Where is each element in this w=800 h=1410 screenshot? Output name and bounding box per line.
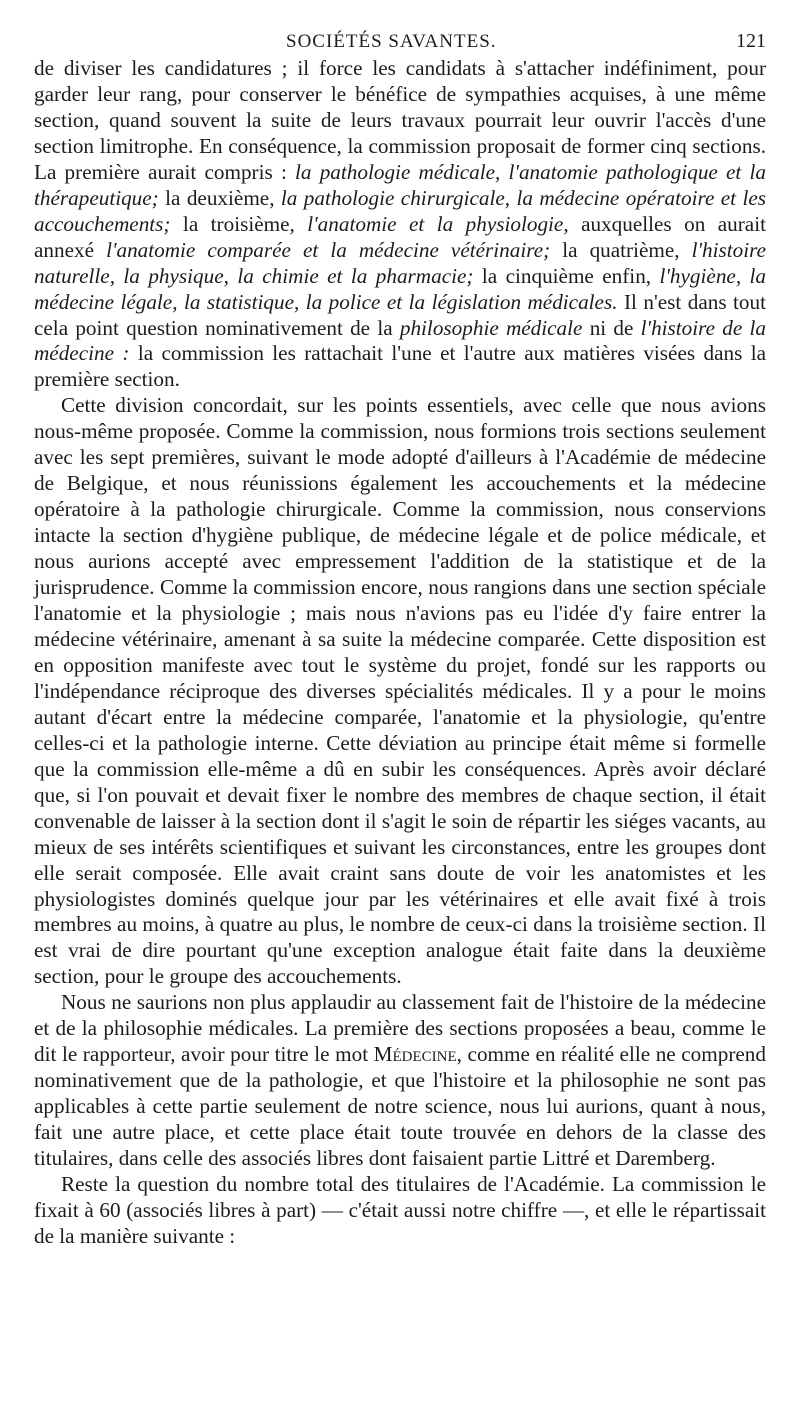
italic-run: philosophie médicale [399, 315, 583, 340]
text-run: , comme en réalité elle ne comprend nominativement que de la pathologie, et que l'histoire et la philosophie ne sont pas applicables à cette partie seulement de notre science, nous lui aurions, quant à nous, fait une autre place, et cette place était toute trouvée en dehors de la classe des titulaires, dans celle des associés libres dont faisaient partie Littré et Daremberg. [34, 1042, 766, 1171]
page-number: 121 [736, 30, 766, 52]
text-run: la commission les rattachait l'une et l'autre aux matières visées dans la première section. [34, 341, 766, 392]
small-caps-run: Médecine [373, 1042, 457, 1067]
italic-run: l'hygiène, la médecine légale, la statistique, la police et la législation médicales. [34, 263, 767, 314]
italic-run: la pathologie chirurgicale, la médecine opératoire et les accouchements; [34, 185, 767, 236]
paragraph-1 [34, 56, 766, 393]
running-title: SOCIÉTÉS SAVANTES. [286, 31, 497, 52]
page [34, 30, 766, 1250]
paragraph-2: Cette division concordait, sur les points essentiels, avec celle que nous avions nous-même proposée. Comme la commission, nous formions trois sections seulement avec les sept premières, suivant le mode adopté d'ailleurs à l'Académie de médecine de Belgique, et nous réunissions également les accouchements et la médecine opératoire à la pathologie chirurgicale. Comme la commission, nous conservions intacte la section d'hygiène publique, de médecine légale et de police médicale, et nous aurions accepté avec empressement l'addition de la statistique et de la jurisprudence. Comme la commission encore, nous rangions dans une section spéciale l'anatomie et la physiologie ; mais nous n'avions pas eu l'idée d'y faire entrer la médecine vétérinaire, amenant à sa suite la médecine comparée. Cette disposition est en opposition manifeste avec tout le système du projet, fondé sur les rapports ou l'indépendance réciproque des diverses spécialités médicales. Il y a pour le moins autant d'écart entre la médecine comparée, l'anatomie et la physiologie, qu'entre celles-ci et la pathologie interne. Cette déviation au principe était même si formelle que la commission elle-même a dû en subir les conséquences. Après avoir déclaré que, si l'on pouvait et devait fixer le nombre des membres de chaque section, il était convenable de laisser à la section dont il s'agit le soin de répartir les siéges vacants, au mieux de ses intérêts scientifiques et suivant les circonstances, entre les groupes dont elle serait composée. Elle avait craint sans doute de voir les anatomistes et les physiologistes dominés quelque jour par les vétérinaires et elle avait fixé à trois membres au moins, à quatre au plus, le nombre de ceux-ci dans la troisième section. Il est vrai de dire pourtant qu'une exception analogue était faite dans la deuxième section, pour le groupe des accouchements. [34, 393, 766, 989]
text-run: la troisième, [170, 211, 308, 236]
text-run: de diviser les candidatures ; il force les candidats à s'attacher indéfiniment, pour garder leur rang, pour conserver le bénéfice de sympathies acquises, à une même section, quand souvent la suite de leurs travaux pourrait leur ouvrir l'accès d'une section limitrophe. En conséquence, la commission proposait de former cinq sections. La première aurait compris : [34, 56, 766, 184]
italic-run: l'anatomie et la physiologie, [307, 211, 569, 236]
text-run: Nous ne saurions non plus applaudir au classement fait de l'histoire de la médecine et de la philosophie médicales. La première des sections proposées a beau, comme le dit le rapporteur, avoir pour titre le mot [34, 990, 766, 1067]
text-run: Il n'est dans tout cela point question nominativement de la [34, 289, 767, 340]
text-run: la cinquième enfin, [473, 263, 660, 288]
paragraph-3 [34, 990, 766, 1172]
italic-run: la pathologie médicale, l'anatomie pathologique et la thérapeutique; [34, 159, 766, 210]
text-run: la quatrième, [550, 237, 692, 262]
running-head [34, 30, 766, 56]
body-text [34, 56, 766, 1250]
italic-run: l'anatomie comparée et la médecine vétérinaire; [106, 237, 551, 262]
paragraph-4: Reste la question du nombre total des titulaires de l'Académie. La commission le fixait à 60 (associés libres à part) — c'était aussi notre chiffre —, et elle le répartissait de la manière suivante : [34, 1171, 766, 1248]
text-run: ni de [582, 315, 641, 340]
text-run: la deuxième, [158, 185, 281, 210]
italic-run: l'histoire naturelle, la physique, la chimie et la pharmacie; [34, 237, 767, 288]
text-run: auxquelles on aurait annexé [34, 211, 766, 262]
italic-run: l'histoire de la médecine : [34, 315, 766, 366]
